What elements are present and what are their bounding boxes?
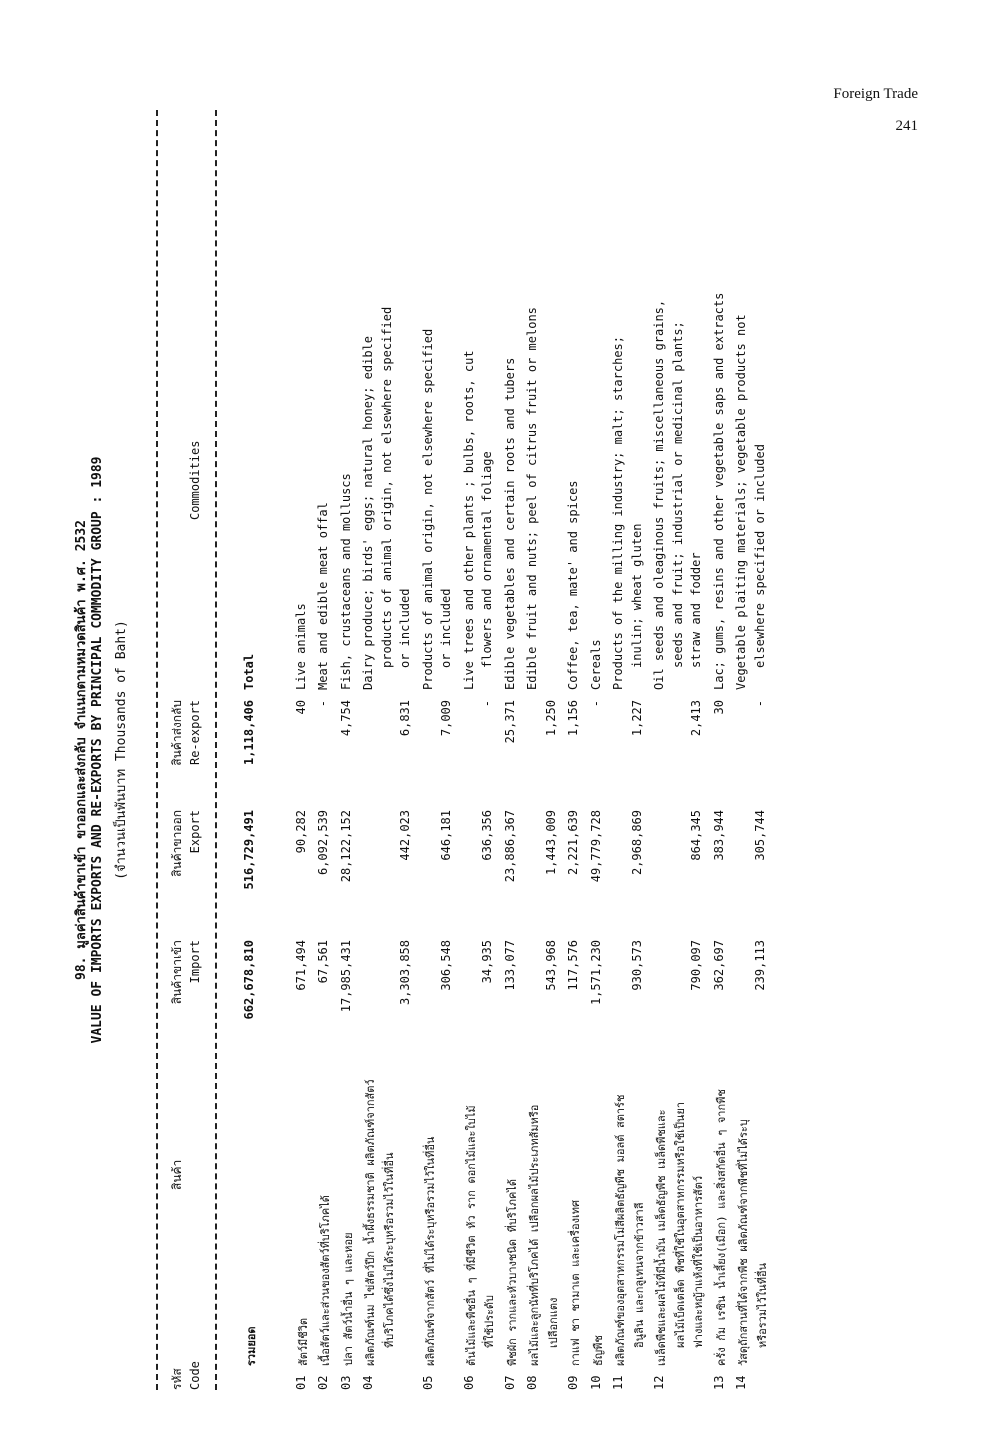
- commodity-header-thai: สินค้า: [170, 1159, 184, 1190]
- row-commodity-thai: พืชผัก รากและหัวบางชนิด ที่บริโภคได้: [505, 1179, 519, 1366]
- row-commodity-thai: กาแฟ ชา ชามาเต และเครื่องเทศ: [569, 1200, 583, 1366]
- row-export-value: 383,944: [711, 810, 726, 861]
- row-reexport-value: 4,754: [338, 700, 353, 737]
- row-commodity-english: straw and fodder: [689, 552, 704, 668]
- row-import-value: 34,935: [480, 940, 495, 984]
- row-commodity-english: Edible fruit and nuts; peel of citrus fruit or melons: [525, 307, 540, 690]
- row-reexport-value: 1,227: [629, 700, 644, 737]
- row-export-value: 864,345: [689, 810, 704, 861]
- row-commodity-english: or included: [439, 588, 454, 668]
- row-commodity-thai: ผลไม้และลูกนัทที่บริโภคได้ เปลือกผลไม้ประเภทส้มหรือ: [528, 1104, 542, 1366]
- reexport-header-thai: สินค้าส่งกลับ: [170, 700, 184, 766]
- row-commodity-english: Coffee, tea, mate' and spices: [566, 480, 581, 690]
- import-header-thai: สินค้าขาเข้า: [170, 940, 184, 1005]
- row-code: 09: [566, 1375, 581, 1390]
- row-commodity-thai: เมล็ดพืชและผลไม้ที่มีน้ำมัน เมล็ดธัญพืช เมล็ดพืชและ: [655, 1109, 669, 1366]
- row-commodity-thai: อินูลิน และกลูเทนจากข้าวสาลี: [632, 1202, 646, 1348]
- statistical-table: [70, 110, 930, 1390]
- row-import-value: 17,985,431: [338, 940, 353, 1013]
- total-import: 662,678,810: [242, 940, 256, 1020]
- row-export-value: 49,779,728: [588, 810, 603, 883]
- row-commodity-english: Live trees and other plants ; bulbs, roots, cut: [461, 350, 476, 690]
- row-code: 14: [734, 1375, 749, 1390]
- header-rule-bottom: [215, 110, 217, 1390]
- row-export-value: 23,886,367: [502, 810, 517, 883]
- row-commodity-english: Products of the milling industry; malt; starches;: [611, 335, 626, 690]
- row-reexport-value: 1,156: [566, 700, 581, 737]
- row-reexport-value: 7,009: [439, 700, 454, 737]
- row-import-value: 362,697: [711, 940, 726, 991]
- row-commodity-english: flowers and ornamental foliage: [480, 451, 495, 668]
- row-reexport-value: -: [316, 700, 331, 708]
- row-export-value: 646,181: [439, 810, 454, 861]
- row-commodity-english: Edible vegetables and certain roots and tubers: [502, 357, 517, 690]
- row-code: 04: [361, 1375, 376, 1390]
- row-commodity-english: inulin; wheat gluten: [629, 523, 644, 668]
- row-code: 05: [420, 1375, 435, 1390]
- table-unit: (จำนวนเป็นพันบาท Thousands of Baht): [114, 620, 129, 880]
- row-commodity-english: Fish, crustaceans and molluscs: [338, 473, 353, 690]
- table-title-thai: 98. มูลค่าสินค้าขาเข้า ขาออกและส่งกลับ จำแนกตามหมวดสินค้า พ.ศ. 2532: [74, 520, 89, 980]
- row-commodity-thai: ครั่ง กัม เรซิน น้ำเลี้ยง(เมือก) และสิ่งสกัดอื่น ๆ จากพืช: [714, 1089, 728, 1366]
- row-reexport-value: -: [752, 700, 767, 708]
- row-reexport-value: 6,831: [398, 700, 413, 737]
- row-commodity-thai: ปลา สัตว์น้ำอื่น ๆ และหอย: [341, 1232, 355, 1366]
- row-import-value: 306,548: [439, 940, 454, 991]
- page-header-title: Foreign Trade: [833, 86, 918, 102]
- row-export-value: 2,968,869: [629, 810, 644, 876]
- row-import-value: 133,077: [502, 940, 517, 991]
- row-commodity-english: Cereals: [588, 639, 603, 690]
- row-commodity-thai: ผลิตภัณฑ์จากสัตว์ ที่ไม่ได้ระบุหรือรวมไว้ในที่อื่น: [423, 1136, 437, 1366]
- row-commodity-english: or included: [398, 588, 413, 668]
- row-commodity-english: Products of animal origin, not elsewhere specified: [420, 328, 435, 690]
- row-import-value: 3,303,858: [398, 940, 413, 1006]
- row-code: 08: [525, 1375, 540, 1390]
- row-commodity-thai: หรือรวมไว้ในที่อื่น: [755, 1262, 769, 1348]
- row-export-value: 28,122,152: [338, 810, 353, 883]
- row-import-value: 239,113: [752, 940, 767, 991]
- row-commodity-thai: ฟางและหญ้าแห้งที่ใช้เป็นอาหารสัตว์: [692, 1175, 706, 1348]
- row-import-value: 1,571,230: [588, 940, 603, 1006]
- page-number: 241: [895, 118, 918, 134]
- row-code: 06: [461, 1375, 476, 1390]
- row-export-value: 2,221,639: [566, 810, 581, 876]
- total-export: 516,729,491: [242, 810, 256, 890]
- row-import-value: 543,968: [543, 940, 558, 991]
- row-code: 02: [316, 1375, 331, 1390]
- row-export-value: 442,023: [398, 810, 413, 861]
- row-code: 07: [502, 1375, 517, 1390]
- row-reexport-value: -: [588, 700, 603, 708]
- row-commodity-thai: สัตว์มีชีวิต: [296, 1317, 310, 1366]
- import-header: Import: [188, 940, 202, 984]
- row-commodity-english: Vegetable plaiting materials; vegetable products not: [734, 314, 749, 690]
- row-commodity-thai: เปลือกแตง: [546, 1297, 560, 1348]
- row-commodity-english: Meat and edible meat offal: [316, 502, 331, 690]
- row-commodity-english: products of animal origin, not elsewhere specified: [379, 306, 394, 668]
- row-import-value: 930,573: [629, 940, 644, 991]
- row-export-value: 6,092,539: [316, 810, 331, 876]
- export-header-thai: สินค้าขาออก: [170, 810, 184, 877]
- row-commodity-thai: ผลไม้เบ็ดเตล็ด พืชที่ใช้ในอุตสาหกรรมหรือใช้เป็นยา: [673, 1101, 687, 1348]
- total-reexport: 1,118,406: [242, 700, 256, 766]
- row-reexport-value: 25,371: [502, 700, 517, 744]
- row-commodity-english: Oil seeds and oleaginous fruits; miscellaneous grains,: [652, 299, 667, 690]
- row-commodity-thai: วัสดุถักสานที่ได้จากพืช ผลิตภัณฑ์จากพืชที่ไม่ได้ระบุ: [737, 1119, 751, 1366]
- row-reexport-value: -: [480, 700, 495, 708]
- row-reexport-value: 2,413: [689, 700, 704, 737]
- row-commodity-thai: ที่บริโภคได้ซึ่งไม่ได้ระบุหรือรวมไว้ในที่อื่น: [382, 1152, 396, 1348]
- reexport-header: Re-export: [188, 700, 202, 766]
- row-commodity-thai: ผลิตภัณฑ์ของอุตสาหกรรมโม่สีผลิตธัญพืช มอลต์ สตาร์ช: [614, 1094, 628, 1366]
- row-code: 12: [652, 1375, 667, 1390]
- row-commodity-english: elsewhere specified or included: [752, 444, 767, 668]
- row-export-value: 90,282: [293, 810, 308, 854]
- row-import-value: 117,576: [566, 940, 581, 991]
- row-commodity-english: Dairy produce; birds' eggs; natural honey; edible: [361, 335, 376, 690]
- row-reexport-value: 1,250: [543, 700, 558, 737]
- commodities-header: Commodities: [188, 440, 202, 520]
- row-code: 01: [293, 1375, 308, 1390]
- row-export-value: 305,744: [752, 810, 767, 861]
- row-commodity-thai: ที่ใช้ประดับ: [483, 1294, 497, 1348]
- row-export-value: 636,356: [480, 810, 495, 861]
- header-rule-top: [156, 110, 158, 1390]
- total-label: Total: [242, 653, 256, 690]
- row-code: 03: [338, 1375, 353, 1390]
- row-commodity-thai: ผลิตภัณฑ์นม ไข่สัตว์ปีก น้ำผึ้งธรรมชาติ ผลิตภัณฑ์จากสัตว์: [364, 1079, 378, 1366]
- row-commodity-english: Lac; gums, resins and other vegetable saps and extracts: [711, 292, 726, 690]
- row-commodity-thai: ธัญพืช: [591, 1335, 605, 1366]
- row-import-value: 671,494: [293, 940, 308, 991]
- row-import-value: 67,561: [316, 940, 331, 984]
- row-code: 10: [588, 1375, 603, 1390]
- code-header-thai: รหัส: [170, 1368, 184, 1390]
- row-commodity-thai: ต้นไม้และพืชอื่น ๆ ที่มีชีวิต หัว ราก ดอกไม้และใบไม้: [464, 1105, 478, 1366]
- row-reexport-value: 30: [711, 700, 726, 715]
- row-code: 13: [711, 1375, 726, 1390]
- row-commodity-english: seeds and fruit; industrial or medicinal plants;: [670, 321, 685, 668]
- row-code: 11: [611, 1375, 626, 1390]
- row-commodity-thai: เนื้อสัตว์และส่วนของสัตว์ที่บริโภคได้: [319, 1195, 333, 1366]
- row-commodity-english: Live animals: [293, 603, 308, 690]
- table-title-english: VALUE OF IMPORTS EXPORTS AND RE-EXPORTS BY PRINCIPAL COMMODITY GROUP : 1989: [90, 456, 105, 1044]
- row-import-value: 790,097: [689, 940, 704, 991]
- row-export-value: 1,443,009: [543, 810, 558, 876]
- total-label-thai: รวมยอด: [245, 1326, 258, 1366]
- export-header: Export: [188, 810, 202, 854]
- row-reexport-value: 40: [293, 700, 308, 715]
- code-header: Code: [188, 1361, 202, 1390]
